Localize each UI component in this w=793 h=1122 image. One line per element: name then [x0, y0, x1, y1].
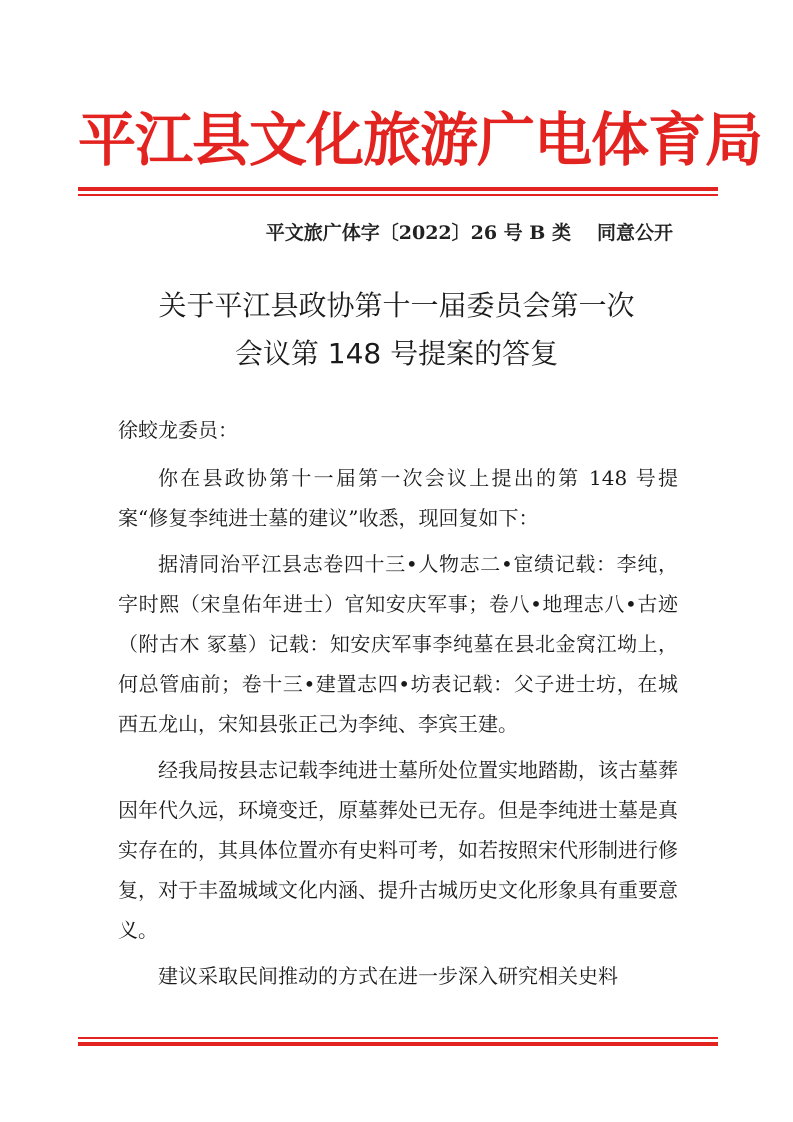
organization-header: 平江县文化旅游广电体育局 — [78, 106, 763, 174]
paragraph-2: 据清同治平江县志卷四十三•人物志二•宦绩记载：李纯，字时熙（宋皇佑年进士）官知安庆军事；卷八•地理志八•古迹（附古木 冢墓）记载：知安庆军事李纯墓在县北金窝江坳上，何总管庙前；卷十三•建置志四•坊表记载：父子进士坊，在城西五龙山，宋知县张正己为李纯、李宾王建。 — [118, 552, 678, 736]
salutation: 徐蛟龙委员： — [118, 418, 238, 442]
document-number: 平文旅广体字〔2022〕26 号 B 类 — [265, 222, 571, 244]
paragraph-1: 你在县政协第十一届第一次会议上提出的第 148 号提案“修复李纯进士墓的建议”收悉，现回复如下： — [118, 466, 678, 530]
document-number-line — [266, 218, 673, 245]
disclosure-status: 同意公开 — [596, 222, 673, 244]
title-line-1: 关于平江县政协第十一届委员会第一次 — [158, 289, 635, 322]
document-title — [60, 282, 733, 378]
letter-body — [118, 458, 678, 1002]
title-line-2: 会议第 148 号提案的答复 — [234, 337, 559, 370]
header-rule-thick — [78, 187, 718, 191]
footer-rule-thin — [78, 1037, 718, 1039]
paragraph-4: 建议采取民间推动的方式在进一步深入研究相关史料 — [158, 964, 618, 988]
header-rule-thin — [78, 194, 718, 196]
paragraph-3: 经我局按县志记载李纯进士墓所处位置实地踏勘，该古墓葬因年代久远，环境变迁，原墓葬处已无存。但是李纯进士墓是真实存在的，其具体位置亦有史料可考，如若按照宋代形制进行修复，对于丰盈城域文化内涵、提升古城历史文化形象具有重要意义。 — [118, 758, 678, 942]
footer-rule-thick — [78, 1042, 718, 1046]
